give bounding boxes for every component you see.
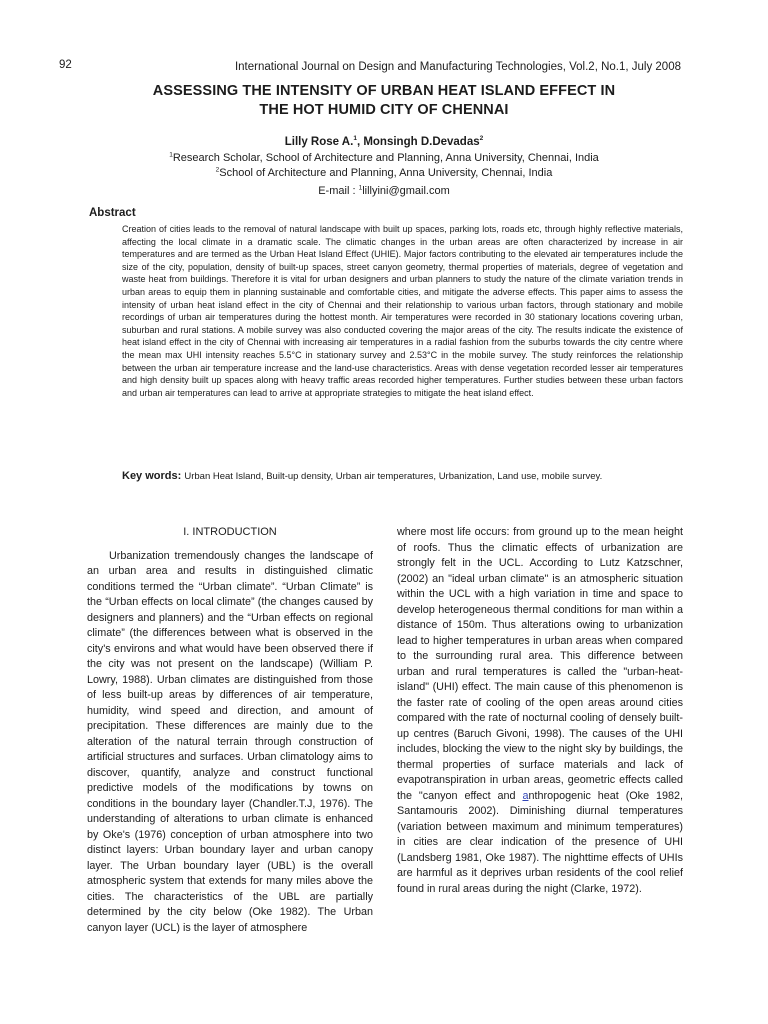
intro-text-part-1: where most life occurs: from ground up to the mean height of roofs. Thus the climatic effects of urbanization are strongly felt in the UCL. According to Lutz Katzschner, (2002) an "ideal urban climate" is an atmospheric situation within the UCL with a high variation in time and space to develop heterogeneous thermal conditions for man within a distance of 150m. Thus alterations owing to urbanization lead to higher temperatures in urban areas when compared to the surrounding rural area. This difference between urban and rural temperatures is called the "urban-heat-island" (UHI) effect. The main cause of this phenomenon is the faster rate of cooling of the open areas around cities compared with the rate of nocturnal cooling of densely built-up centres (Baruch Givoni, 1998). The causes of the UHI includes, blocking the view to the night sky by buildings, the thermal properties of surface materials and lack of evapotranspiration in urban areas, geometric effects called the "canyon effect and [397, 526, 683, 802]
author-1-superscript: 1 [353, 135, 357, 143]
affiliation-2-text: School of Architecture and Planning, Anna University, Chennai, India [219, 167, 553, 179]
journal-header: International Journal on Design and Manufacturing Technologies, Vol.2, No.1, July 2008 [234, 61, 681, 73]
author-list [0, 136, 768, 148]
abstract-text: Creation of cities leads to the removal of natural landscape with built up spaces, parking lots, roads etc, through highly reflective materials, affecting the local climate in a dramatic scale. The climatic changes in the urban areas are often characterized by increase in air temperatures and are termed as the Urban Heat Island Effect (UHIE). Major factors contributing to the elevated air temperatures include the size of the city, population, density of built-up spaces, street canyon geometry, thermal properties of materials, degree of vegetation and waste heat from buildings. Therefore it is vital for urban designers and urban planners to study the nature of the climate variation trends in urban areas to equip them in planning sustainable and comfortable cities, and mitigate the adverse effects. This paper aims to assess the intensity of urban heat island effect in the city of Chennai and their relationship to various urban factors, through stationary and mobile recordings of urban air temperatures during the hottest month. Air temperatures were recorded in 30 stationary locations covering urban, suburban and rural stations. A mobile survey was also conducted covering the major areas of the city. The results indicate the existence of heat island effect in the city of Chennai with increasing air temperatures in a radial fashion from the suburbs towards the city centre where the mean max UHI intensity reaches 5.5°C in stationary survey and 2.53°C in the mobile survey. The study reinforces the relationship between the urban air temperature increase and the land-use characteristics. Areas with dense vegetation recorded lesser air temperatures and high density built up spaces along with heavy traffic areas recorded higher temperatures. Further studies between these urban factors and urban air temperatures can lead to arrive at appropriate strategies to mitigate the heat island effect. [122, 224, 683, 398]
email-line [0, 184, 768, 198]
author-1: Lilly Rose A. [284, 136, 354, 148]
paper-title [0, 82, 768, 120]
column-right [397, 525, 683, 897]
intro-paragraph-continued [397, 525, 683, 897]
affiliation-1 [0, 151, 768, 165]
affiliation-2-superscript: 2 [215, 166, 220, 174]
keywords-label: Key words: [122, 470, 185, 482]
author-2: Monsingh D.Devadas [363, 136, 480, 148]
page-number: 92 [59, 59, 72, 71]
affiliation-2 [0, 166, 768, 180]
author-separator: , [356, 136, 364, 148]
title-line-1: ASSESSING THE INTENSITY OF URBAN HEAT ISLAND EFFECT IN [152, 83, 616, 99]
section-heading: I. INTRODUCTION [183, 526, 277, 538]
affiliation-1-superscript: 1 [169, 151, 173, 159]
email-label: E-mail : [318, 185, 359, 197]
keywords-text: Urban Heat Island, Built-up density, Urban air temperatures, Urbanization, Land use, mobile survey. [184, 471, 603, 482]
email-superscript: 1 [358, 184, 363, 192]
email-address[interactable]: lillyini@gmail.com [362, 185, 450, 197]
author-2-superscript: 2 [479, 135, 484, 143]
keywords [122, 470, 702, 482]
affiliation-1-text: Research Scholar, School of Architecture and Planning, Anna University, Chennai, India [172, 152, 599, 164]
abstract-heading: Abstract [89, 207, 136, 219]
intro-text-part-2: nthropogenic heat (Oke 1982, Santamouris 2002). Diminishing diurnal temperatures (variation between maximum and minimum temperatures) in cities are clear indication of the presence of UHI (Landsberg 1981, Oke 1987). The nighttime effects of UHIs are harmful as it deprives urban residents of the cool relief found in rural areas during the night (Clarke, 1972). [397, 789, 683, 895]
inline-link[interactable]: a [522, 789, 529, 802]
intro-paragraph: Urbanization tremendously changes the landscape of an urban area and results in distinguished climatic conditions termed the “Urban climate”. “Urban Climate” is the “Urban effects on local climate” (the changes caused by designers and planners) and the “Urban effects on regional climate” (the differences between what is observed in the city's environs and what would have been observed there if the city was not present on the landscape) (William P. Lowry, 1988). Urban climates are distinguished from those of less built-up areas by differences of air temperature, humidity, wind speed and direction, and amount of precipitation. These differences are mainly due to the alteration of the natural terrain through construction of artificial structures and surfaces. Urban climatology aims to discover, quantify, analyze and construct functional predictive models of the modifications by towns on conditions in the boundary layer (Chandler.T.J, 1976). The understanding of alterations to urban climate is enhanced by Oke's (1976) conception of urban atmosphere into two distinct layers: Urban boundary layer and urban canopy layer. The Urban boundary layer (UBL) is the overall atmospheric system that extends for many miles above the cities. The characteristics of the UBL are partially determined by the city below (Oke 1982). The Urban canyon layer (UCL) is the layer of atmosphere [87, 549, 373, 934]
column-left [87, 524, 373, 936]
title-line-2: THE HOT HUMID CITY OF CHENNAI [259, 102, 509, 118]
